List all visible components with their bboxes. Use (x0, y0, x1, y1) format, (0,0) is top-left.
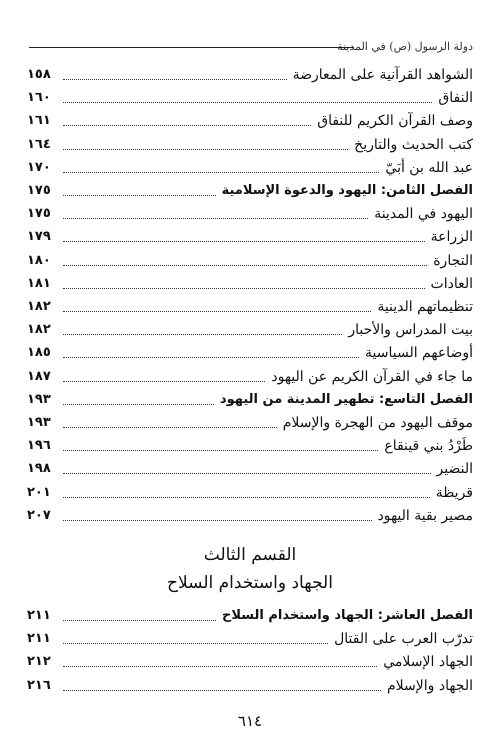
dot-leader (63, 333, 342, 335)
toc-entry-row (27, 366, 473, 386)
dot-leader (63, 642, 328, 644)
toc-chapter-row (27, 605, 473, 625)
toc-entry-row (27, 651, 473, 671)
toc-entry-title: مصير بقية اليهود (377, 507, 473, 524)
toc-entry-row (27, 505, 473, 525)
toc-entry-row (27, 64, 473, 84)
toc-page-number: ١٧٥ (27, 183, 51, 198)
toc-entry-title: الزراعة (430, 229, 473, 246)
toc-entry-title: موقف اليهود من الهجرة والإسلام (282, 415, 473, 431)
toc-entry-title: طَرْدُ بني قينقاع (384, 438, 473, 455)
dot-leader (63, 124, 311, 126)
toc-page-number: ٢١١ (27, 608, 51, 623)
toc-page-number: ١٧٩ (27, 229, 51, 245)
toc-page-number: ١٥٨ (27, 67, 51, 82)
dot-leader (63, 356, 359, 358)
dot-leader (63, 665, 377, 667)
dot-leader (63, 380, 265, 382)
toc-entry-row (27, 296, 473, 316)
toc-entry-row (27, 319, 473, 339)
dot-leader (63, 426, 277, 428)
toc-entry-title: وصف القرآن الكريم للنفاق (317, 113, 473, 130)
toc-entry-row (27, 273, 473, 293)
toc-entry-row (27, 87, 473, 107)
toc-page-number: ١٨٢ (27, 322, 51, 338)
toc-page-number: ١٧٠ (27, 159, 51, 175)
section-label: القسم الثالث (203, 545, 297, 565)
toc-page-number: ١٩٣ (27, 391, 51, 407)
toc-entry-title: الشواهد القرآنية على المعارضة (292, 67, 473, 83)
section-title: الجهاد واستخدام السلاح (167, 573, 333, 593)
dot-leader (63, 287, 425, 289)
toc-entry-title: الفصل التاسع: تطهير المدينة من اليهود (219, 391, 473, 407)
toc-page-number: ١٨٧ (27, 368, 51, 384)
toc-page-number: ٢١٢ (27, 654, 51, 670)
toc-page-number: ٢٠١ (27, 484, 51, 500)
toc-chapter-row (27, 389, 473, 409)
toc-entry-row (27, 435, 473, 455)
toc-page-number: ١٨٠ (27, 252, 51, 268)
toc-entry-title: تنظيماتهم الدينية (377, 299, 473, 315)
dot-leader (63, 310, 371, 312)
toc-page-number: ١٦٤ (27, 136, 51, 152)
toc-entry-title: العادات (430, 275, 473, 292)
dot-leader (63, 217, 368, 219)
toc-entry-row (27, 628, 473, 648)
toc-entry-title: أوضاعهم السياسية (365, 345, 473, 362)
toc-entry-title: الفصل الثامن: اليهود والدعوة الإسلامية (221, 183, 473, 198)
dot-leader (63, 101, 432, 103)
toc-page-number: ١٦٠ (27, 90, 51, 106)
toc-page-number: ١٨١ (27, 275, 51, 291)
dot-leader (63, 496, 430, 498)
toc-chapter-row (27, 180, 473, 200)
toc-entry-row (27, 482, 473, 502)
dot-leader (63, 240, 425, 242)
toc-page-number: ١٨٥ (27, 345, 51, 361)
toc-entry-title: بيت المدراس والأحبار (348, 322, 473, 339)
toc-page-number: ٢١١ (27, 631, 51, 647)
running-head: دولة الرسول (ص) في المدينة (337, 40, 473, 53)
toc-entry-title: النفاق (438, 90, 473, 107)
toc-page-number: ١٧٥ (27, 206, 51, 222)
dot-leader (63, 449, 378, 451)
toc-page-number: ٢٠٧ (27, 507, 51, 523)
toc-entry-row (27, 203, 473, 223)
toc-page-number: ١٩٦ (27, 438, 51, 454)
toc-page-number: ١٩٣ (27, 415, 51, 430)
toc-page-number: ١٩٨ (27, 461, 51, 477)
toc-entry-row (27, 458, 473, 478)
toc-entry-title: قريظة (435, 484, 473, 501)
page-number: ٦١٤ (237, 712, 263, 730)
toc-entry-row (27, 342, 473, 362)
dot-leader (63, 194, 216, 196)
toc-entry-title: تدرّب العرب على القتال (334, 631, 473, 648)
toc-entry-row (27, 226, 473, 246)
toc-entry-row (27, 110, 473, 130)
toc-entry-title: الجهاد والإسلام (387, 677, 473, 694)
toc-entry-title: عبد الله بن أبَيّ (385, 159, 473, 176)
toc-entry-row (27, 134, 473, 154)
dot-leader (63, 472, 431, 474)
dot-leader (63, 689, 381, 691)
toc-entry-title: النضير (436, 461, 473, 478)
toc-entry-title: كتب الحديث والتاريخ (354, 136, 473, 153)
toc-entry-row (27, 412, 473, 432)
dot-leader (63, 148, 348, 150)
dot-leader (63, 519, 372, 521)
dot-leader (63, 171, 379, 173)
toc-entry-row (27, 157, 473, 177)
toc-page-number: ٢١٦ (27, 677, 51, 693)
toc-entry-title: الجهاد الإسلامي (383, 654, 473, 671)
toc-page-number: ١٦١ (27, 113, 51, 129)
dot-leader (63, 264, 427, 266)
toc-entry-row (27, 250, 473, 270)
toc-entry-title: ما جاء في القرآن الكريم عن اليهود (271, 368, 473, 385)
toc-entry-title: الفصل العاشر: الجهاد واستخدام السلاح (222, 608, 473, 623)
toc-entry-title: التجارة (433, 252, 473, 269)
toc-entry-row (27, 675, 473, 695)
dot-leader (63, 78, 287, 80)
dot-leader (63, 619, 216, 621)
toc-page-number: ١٨٢ (27, 299, 51, 314)
toc-entry-title: اليهود في المدينة (374, 206, 473, 223)
dot-leader (63, 403, 214, 405)
